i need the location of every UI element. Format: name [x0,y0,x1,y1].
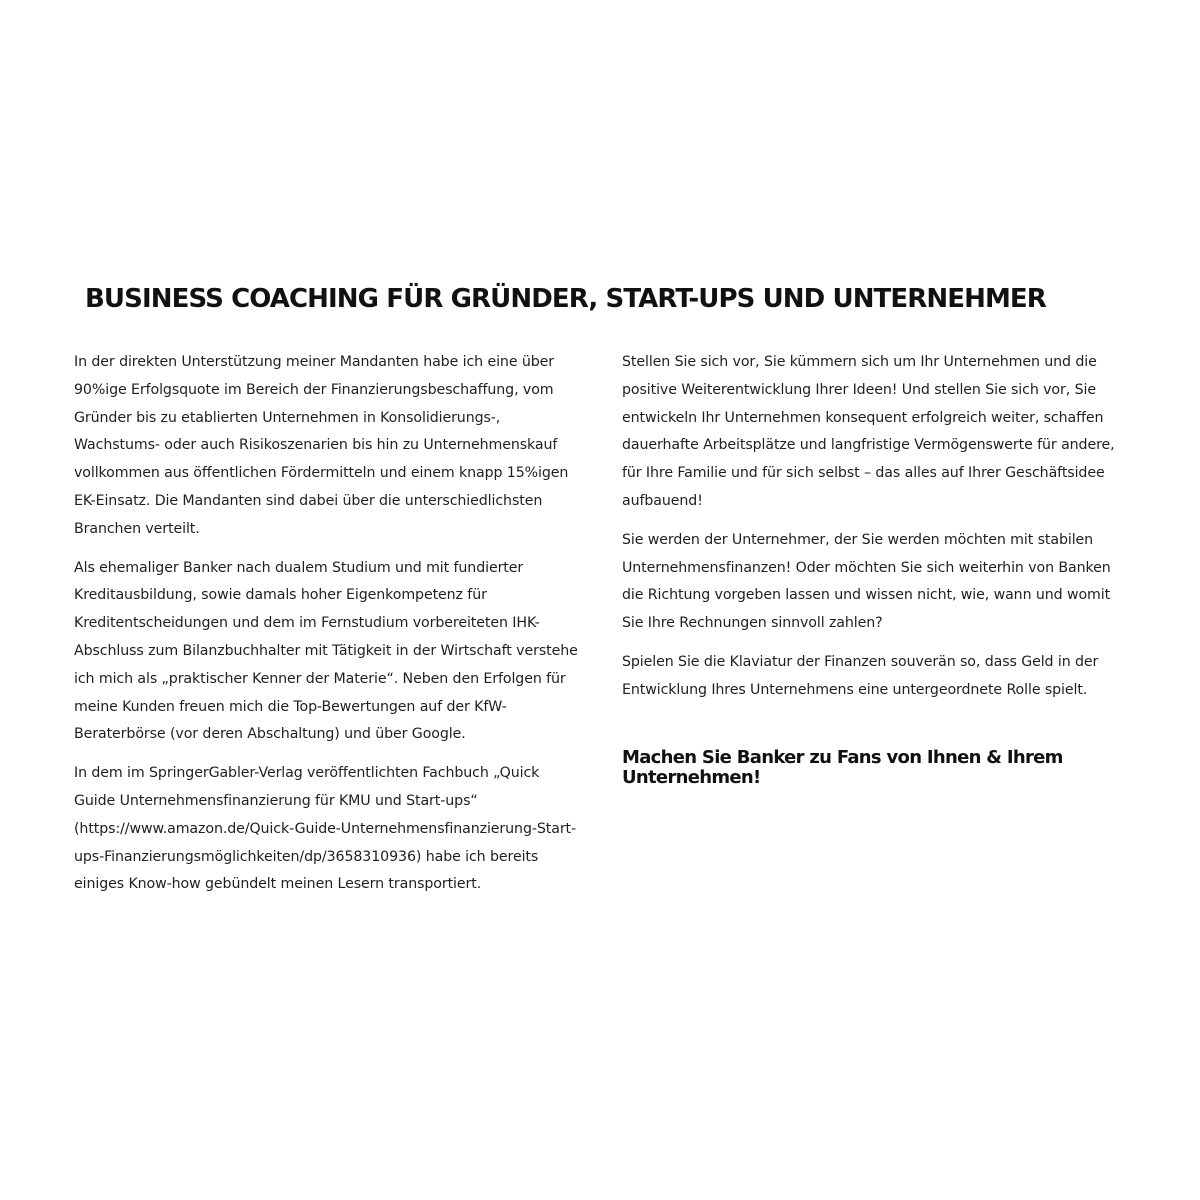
paragraph-entrepreneur: Sie werden der Unternehmer, der Sie werden möchten mit stabilen Unternehmensfinanzen! Oder möchten Sie sich weiterhin von Banken die Richtung vorgeben lassen und wissen nicht, wie, wann und womit Sie Ihre Rechnungen sinnvoll zahlen? [622,531,1111,632]
left-column [74,349,584,910]
right-column [622,349,1122,788]
paragraph-book-reference: In dem im SpringerGabler-Verlag veröffentlichten Fachbuch „Quick Guide Unternehmensfinanzierung für KMU und Start-ups“ (https://www.amazon.de/Quick-Guide-Unternehmensfinanzierung-Start-ups-Finanzierungsmöglichkeiten/dp/3658310936) habe ich bereits einiges Know-how gebündelt meinen Lesern transportiert. [74,765,577,893]
paragraph-finances-keyboard: Spielen Sie die Klaviatur der Finanzen souverän so, dass Geld in der Entwicklung Ihres Unternehmens eine untergeordnete Rolle spielt. [622,653,1099,698]
paragraph-imagine: Stellen Sie sich vor, Sie kümmern sich um Ihr Unternehmen und die positive Weiterentwicklung Ihrer Ideen! Und stellen Sie sich vor, Sie entwickeln Ihr Unternehmen konsequent erfolgreich weiter, schaffen dauerhafte Arbeitsplätze und langfristige Vermögenswerte für andere, für Ihre Familie und für sich selbst – das alles auf Ihrer Geschäftsidee aufbauend! [622,354,1115,509]
paragraph-financing-success: In der direkten Unterstützung meiner Mandanten habe ich eine über 90%ige Erfolgsquote im Bereich der Finanzierungsbeschaffung, vom Gründer bis zu etablierten Unternehmen in Konsolidierungs-, Wachstums- oder auch Risikoszenarien bis hin zu Unternehmenskauf vollkommen aus öffentlichen Fördermitteln und einem knapp 15%igen EK-Einsatz. Die Mandanten sind dabei über die unterschiedlichsten Branchen verteilt. [74,354,569,537]
page-title: BUSINESS COACHING FÜR GRÜNDER, START-UPS UND UNTERNEHMER [85,284,1046,314]
section-subheading: Machen Sie Banker zu Fans von Ihnen & Ihrem Unternehmen! [622,746,1063,788]
paragraph-banker-background: Als ehemaliger Banker nach dualem Studium und mit fundierter Kreditausbildung, sowie damals hoher Eigenkompetenz für Kreditentscheidungen und dem im Fernstudium vorbereiteten IHK-Abschluss zum Bilanzbuchhalter mit Tätigkeit in der Wirtschaft verstehe ich mich als „praktischer Kenner der Materie“. Neben den Erfolgen für meine Kunden freuen mich die Top-Bewertungen auf der KfW-Beraterbörse (vor deren Abschaltung) und über Google. [74,559,578,743]
